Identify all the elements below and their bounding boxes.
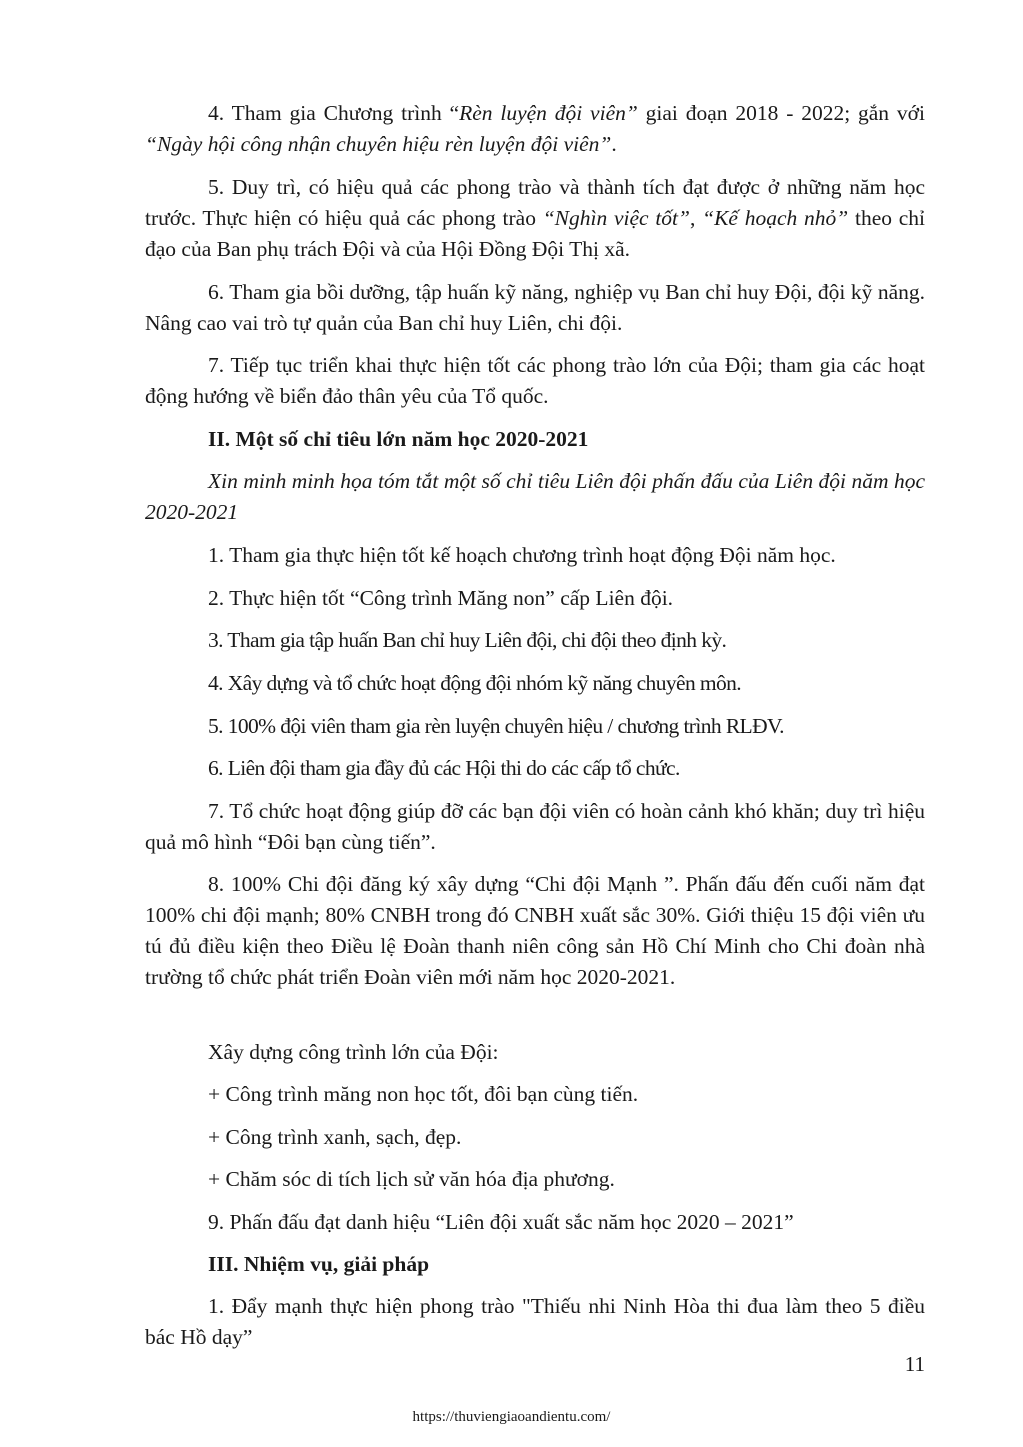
paragraph [145,625,925,656]
text-run: 2. Thực hiện tốt “Công trình Măng non” cấp Liên đội. [208,586,674,610]
text-run: 6. Liên đội tham gia đầy đủ các Hội thi do các cấp tổ chức. [208,756,680,780]
paragraph [145,350,925,412]
text-run: + Công trình xanh, sạch, đẹp. [208,1125,462,1149]
section-heading [145,424,925,455]
text-run: 8. 100% Chi đội đăng ký xây dựng “Chi đội Mạnh ”. Phấn đấu đến cuối năm đạt 100% chi đội mạnh; 80% CNBH trong đó CNBH xuất sắc 30%. Giới thiệu 15 đội viên ưu tú đủ điều kiện theo Điều lệ Đoàn thanh niên công sản Hồ Chí Minh cho Chi đoàn nhà trường tổ chức phát triển Đoàn viên mới năm học 2020-2021. [145,872,925,989]
paragraph [145,1291,925,1353]
paragraph [145,1079,925,1110]
footer-url: https://thuviengiaoandientu.com/ [412,1409,611,1425]
paragraph [145,172,925,265]
paragraph [145,796,925,858]
text-run: 3. Tham gia tập huấn Ban chỉ huy Liên đội, chi đội theo định kỳ. [208,628,727,652]
text-run: 1. Đẩy mạnh thực hiện phong trào "Thiếu nhi Ninh Hòa thi đua làm theo 5 điều bác Hồ dạy” [145,1294,925,1349]
italic-text: “Ngày hội công nhận chuyên hiệu rèn luyện đội viên” [145,132,612,156]
text-run: 1. Tham gia thực hiện tốt kế hoạch chương trình hoạt động Đội năm học. [208,543,836,567]
text-run: Xây dựng công trình lớn của Đội: [208,1040,499,1064]
paragraph [145,583,925,614]
text-run: 7. Tổ chức hoạt động giúp đỡ các bạn đội viên có hoàn cảnh khó khăn; duy trì hiệu quả mô hình “Đôi bạn cùng tiến”. [145,799,925,854]
text-run: theo chỉ đạo của Ban phụ trách Đội và của Hội Đồng Đội Thị xã. [145,206,926,261]
italic-text: “Nghìn việc tốt” [542,206,690,230]
text-run: giai đoạn 2018 - 2022; gắn với [637,101,925,125]
paragraph [145,711,925,742]
text-run: 7. Tiếp tục triển khai thực hiện tốt các phong trào lớn của Đội; tham gia các hoạt động hướng về biển đảo thân yêu của Tổ quốc. [145,353,925,408]
text-run: 9. Phấn đấu đạt danh hiệu “Liên đội xuất sắc năm học 2020 – 2021” [208,1210,794,1234]
text-run: III. Nhiệm vụ, giải pháp [208,1252,430,1276]
text-run: 4. Tham gia Chương trình “ [208,101,460,125]
paragraph [145,540,925,571]
paragraph [145,869,925,993]
paragraph [145,1037,925,1068]
italic-text: “Kế hoạch nhỏ” [702,206,849,230]
text-run: + Chăm sóc di tích lịch sử văn hóa địa phương. [208,1167,615,1191]
text-run: , [689,206,703,230]
paragraph [145,1164,925,1195]
paragraph [145,1207,925,1238]
section-heading [145,1249,925,1280]
text-run: 4. Xây dựng và tổ chức hoạt động đội nhóm kỹ năng chuyên môn. [208,671,742,695]
text-run: II. Một số chỉ tiêu lớn năm học 2020-2021 [208,427,589,451]
text-run: 5. Duy trì, có hiệu quả các phong trào và thành tích đạt được ở những năm học trước. Thực hiện có hiệu quả các phong trào [145,175,925,230]
paragraph [145,1122,925,1153]
paragraph [145,753,925,784]
text-run: . [611,132,617,156]
paragraph [145,466,925,528]
text-run: 5. 100% đội viên tham gia rèn luyện chuyên hiệu / chương trình RLĐV. [208,714,784,738]
paragraph [145,277,925,339]
text-run: + Công trình măng non học tốt, đôi bạn cùng tiến. [208,1082,639,1106]
paragraph [145,668,925,699]
paragraph [145,98,925,160]
page-number: 11 [904,1352,925,1376]
text-run: 6. Tham gia bồi dưỡng, tập huấn kỹ năng, nghiệp vụ Ban chỉ huy Đội, đội kỹ năng. Nâng cao vai trò tự quản của Ban chỉ huy Liên, chi đội. [145,280,925,335]
italic-text: Xin minh minh họa tóm tắt một số chỉ tiêu Liên đội phấn đấu của Liên đội năm học 2020-2021 [145,469,925,524]
italic-text: Rèn luyện đội viên” [459,101,638,125]
